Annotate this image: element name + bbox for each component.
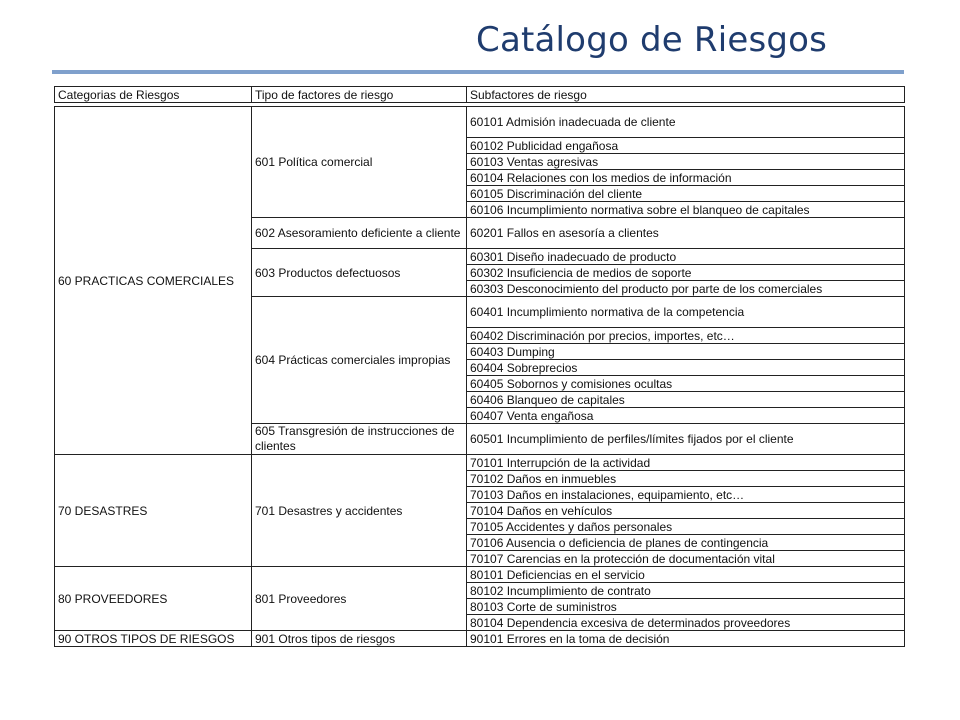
subfactor-cell: 70106 Ausencia o deficiencia de planes de contingencia — [467, 535, 905, 551]
subfactor-cell: 70107 Carencias en la protección de documentación vital — [467, 551, 905, 567]
risk-catalog-table — [54, 106, 905, 647]
subfactor-cell: 90101 Errores en la toma de decisión — [467, 631, 905, 647]
category-cell: 90 OTROS TIPOS DE RIESGOS — [55, 631, 252, 647]
subfactor-cell: 60404 Sobreprecios — [467, 360, 905, 376]
subfactor-cell: 60103 Ventas agresivas — [467, 154, 905, 170]
subfactor-cell: 70104 Daños en vehículos — [467, 503, 905, 519]
subfactor-cell: 60402 Discriminación por precios, importes, etc… — [467, 328, 905, 344]
header-row — [55, 87, 905, 103]
table-row — [55, 567, 905, 583]
subfactor-cell: 70101 Interrupción de la actividad — [467, 455, 905, 471]
subfactor-cell: 60102 Publicidad engañosa — [467, 138, 905, 154]
subfactor-cell: 60101 Admisión inadecuada de cliente — [467, 107, 905, 138]
subfactor-cell: 70105 Accidentes y daños personales — [467, 519, 905, 535]
title-underline — [52, 70, 904, 74]
table-row — [55, 631, 905, 647]
factor-type-cell: 701 Desastres y accidentes — [252, 455, 467, 567]
subfactor-cell: 60104 Relaciones con los medios de información — [467, 170, 905, 186]
factor-type-cell: 603 Productos defectuosos — [252, 249, 467, 297]
factor-type-cell: 901 Otros tipos de riesgos — [252, 631, 467, 647]
header-categories: Categorias de Riesgos — [55, 87, 252, 103]
factor-type-cell: 601 Política comercial — [252, 107, 467, 218]
subfactor-cell: 60405 Sobornos y comisiones ocultas — [467, 376, 905, 392]
factor-type-cell: 605 Transgresión de instrucciones de clientes — [252, 424, 467, 455]
page-title: Catálogo de Riesgos — [476, 20, 828, 60]
header-table — [54, 86, 905, 103]
subfactor-cell: 60303 Desconocimiento del producto por parte de los comerciales — [467, 281, 905, 297]
subfactor-cell: 80101 Deficiencias en el servicio — [467, 567, 905, 583]
subfactor-cell: 60105 Discriminación del cliente — [467, 186, 905, 202]
subfactor-cell: 60401 Incumplimiento normativa de la competencia — [467, 297, 905, 328]
subfactor-cell: 80104 Dependencia excesiva de determinados proveedores — [467, 615, 905, 631]
subfactor-cell: 70103 Daños en instalaciones, equipamiento, etc… — [467, 487, 905, 503]
subfactor-cell: 80102 Incumplimiento de contrato — [467, 583, 905, 599]
subfactor-cell: 60406 Blanqueo de capitales — [467, 392, 905, 408]
risk-catalog-body — [55, 107, 905, 647]
category-cell: 70 DESASTRES — [55, 455, 252, 567]
subfactor-cell: 60201 Fallos en asesoría a clientes — [467, 218, 905, 249]
header-factor-types: Tipo de factores de riesgo — [252, 87, 467, 103]
factor-type-cell: 602 Asesoramiento deficiente a cliente — [252, 218, 467, 249]
table-row — [55, 107, 905, 138]
category-cell: 80 PROVEEDORES — [55, 567, 252, 631]
subfactor-cell: 60403 Dumping — [467, 344, 905, 360]
factor-type-cell: 604 Prácticas comerciales impropias — [252, 297, 467, 424]
subfactor-cell: 80103 Corte de suministros — [467, 599, 905, 615]
subfactor-cell: 60301 Diseño inadecuado de producto — [467, 249, 905, 265]
subfactor-cell: 60106 Incumplimiento normativa sobre el blanqueo de capitales — [467, 202, 905, 218]
category-cell: 60 PRACTICAS COMERCIALES — [55, 107, 252, 455]
factor-type-cell: 801 Proveedores — [252, 567, 467, 631]
table-row — [55, 455, 905, 471]
header-subfactors: Subfactores de riesgo — [467, 87, 905, 103]
subfactor-cell: 60302 Insuficiencia de medios de soporte — [467, 265, 905, 281]
subfactor-cell: 60407 Venta engañosa — [467, 408, 905, 424]
subfactor-cell: 60501 Incumplimiento de perfiles/límites fijados por el cliente — [467, 424, 905, 455]
subfactor-cell: 70102 Daños en inmuebles — [467, 471, 905, 487]
